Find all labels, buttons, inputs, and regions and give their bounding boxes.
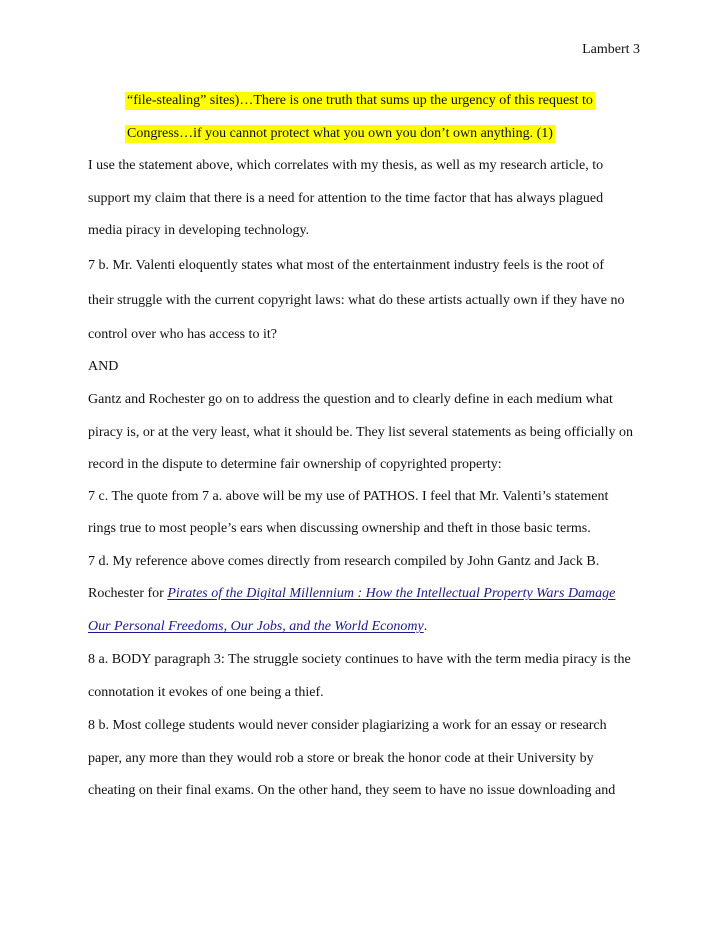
book-title-link[interactable]: Our Personal Freedoms, Our Jobs, and the World Economy bbox=[88, 619, 424, 634]
body-line: piracy is, or at the very least, what it should be. They list several statements as being officially on bbox=[88, 425, 633, 440]
highlighted-quote-text: Congress…if you cannot protect what you own you don’t own anything. (1) bbox=[127, 126, 553, 141]
body-line: 8 b. Most college students would never consider plagiarizing a work for an essay or research bbox=[88, 718, 607, 733]
body-line: 7 b. Mr. Valenti eloquently states what most of the entertainment industry feels is the root of bbox=[88, 258, 605, 273]
body-line: I use the statement above, which correlates with my thesis, as well as my research article, to bbox=[88, 158, 604, 173]
quote-line-2 bbox=[125, 125, 555, 142]
citation-prefix: Rochester for bbox=[88, 586, 168, 601]
body-line: 7 c. The quote from 7 a. above will be my use of PATHOS. I feel that Mr. Valenti’s statement bbox=[88, 489, 609, 504]
citation-line bbox=[88, 618, 427, 635]
body-line: AND bbox=[88, 359, 119, 374]
highlighted-quote-text: “file-stealing” sites)…There is one truth that sums up the urgency of this request to bbox=[127, 93, 593, 108]
book-title-link[interactable]: Pirates of the Digital Millennium : How the Intellectual Property Wars Damage bbox=[167, 586, 616, 601]
body-line: Gantz and Rochester go on to address the question and to clearly define in each medium what bbox=[88, 392, 613, 407]
body-line: rings true to most people’s ears when discussing ownership and theft in those basic terms. bbox=[88, 521, 591, 536]
body-line: media piracy in developing technology. bbox=[88, 223, 310, 238]
citation-line bbox=[88, 585, 615, 602]
body-line: cheating on their final exams. On the other hand, they seem to have no issue downloading and bbox=[88, 783, 616, 798]
citation-suffix: . bbox=[423, 619, 428, 634]
body-line: their struggle with the current copyright laws: what do these artists actually own if they have no bbox=[88, 293, 625, 308]
body-line: 8 a. BODY paragraph 3: The struggle society continues to have with the term media piracy is the bbox=[88, 652, 631, 667]
quote-line-1 bbox=[125, 92, 595, 109]
running-head: Lambert 3 bbox=[582, 42, 640, 57]
body-line: connotation it evokes of one being a thief. bbox=[88, 685, 324, 700]
body-line: record in the dispute to determine fair ownership of copyrighted property: bbox=[88, 457, 502, 472]
body-line: support my claim that there is a need for attention to the time factor that has always plagued bbox=[88, 191, 604, 206]
body-line: control over who has access to it? bbox=[88, 327, 277, 342]
body-line: 7 d. My reference above comes directly from research compiled by John Gantz and Jack B. bbox=[88, 554, 600, 569]
body-line: paper, any more than they would rob a store or break the honor code at their University by bbox=[88, 751, 594, 766]
